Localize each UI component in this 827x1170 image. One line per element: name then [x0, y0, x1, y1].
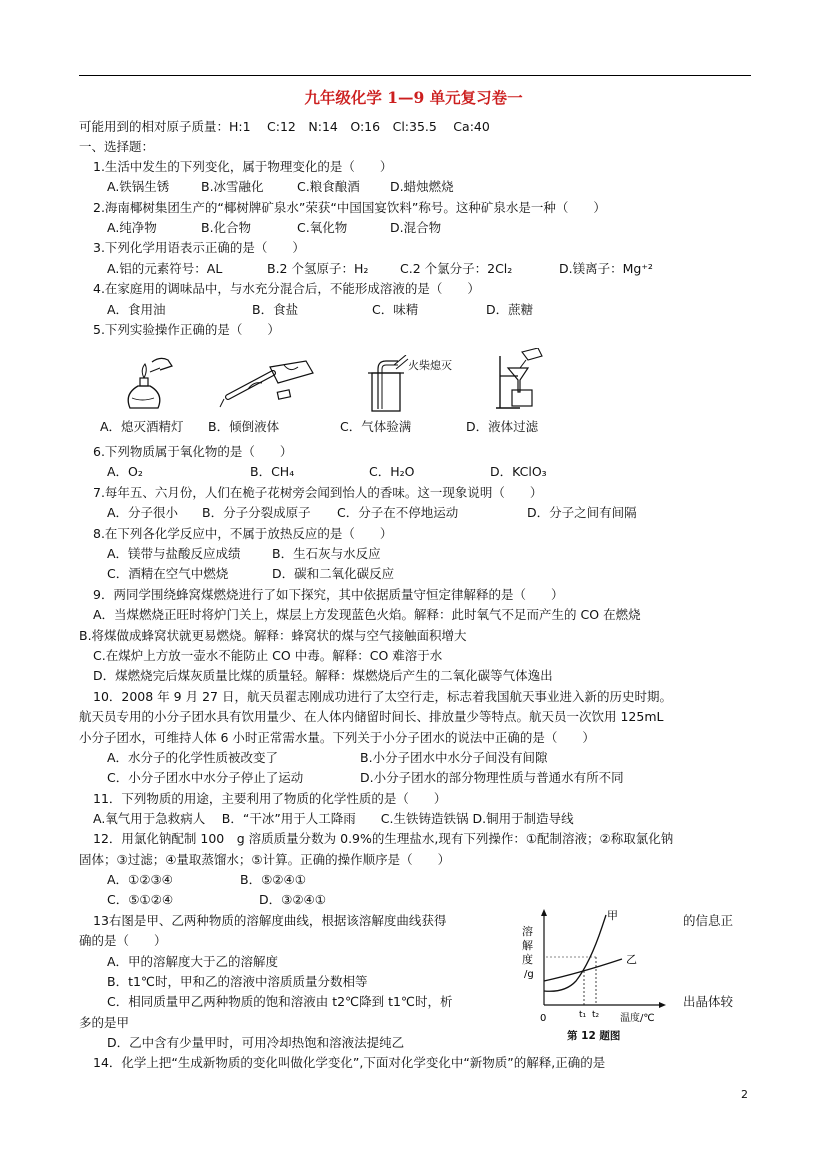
- question-9: 9．两同学围绕蜂窝煤燃烧进行了如下探究，其中依据质量守恒定律解释的是（ ）: [93, 587, 564, 602]
- q3-option-b: B.2 个氢原子：H₂: [267, 261, 369, 276]
- q4-option-b: B．食盐: [252, 302, 299, 317]
- solubility-chart: [520, 905, 675, 1030]
- q10-option-a: A．水分子的化学性质被改变了: [107, 750, 279, 765]
- question-10-line-1: 10．2008 年 9 月 27 日，航天员翟志刚成功进行了太空行走，标志着我国航天事业进入新的历史时期。: [93, 689, 672, 704]
- q6-option-a: A．O₂: [107, 464, 143, 479]
- q5-option-b: B．倾倒液体: [208, 419, 280, 434]
- q8-option-b: B．生石灰与水反应: [272, 546, 381, 561]
- y-axis-label-1: 溶: [522, 925, 533, 938]
- t1-label: t₁: [579, 1010, 587, 1020]
- x-axis-arrow: [659, 1002, 666, 1008]
- q10-option-c: C．小分子团水中水分子停止了运动: [107, 770, 304, 785]
- page-title: 九年级化学 1—9 单元复习卷一: [304, 88, 523, 107]
- q3-option-d: D.镁离子：Mg⁺²: [559, 261, 653, 276]
- y-axis-label-3: 度: [522, 953, 533, 966]
- q12-option-c: C．⑤①②④: [107, 892, 174, 907]
- question-8: 8.在下列各化学反应中，不属于放热反应的是（ ）: [93, 526, 393, 541]
- question-7: 7.每年五、六月份，人们在桅子花树旁会闻到怡人的香味。这一现象说明（ ）: [93, 485, 543, 500]
- q9-option-b: B.将煤做成蜂窝状就更易燃烧。解释：蜂窝状的煤与空气接触面积增大: [79, 628, 467, 643]
- question-5: 5.下列实验操作正确的是（ ）: [93, 322, 280, 337]
- q12-option-a: A．①②③④: [107, 872, 173, 887]
- question-11: 11．下列物质的用途，主要利用了物质的化学性质的是（ ）: [93, 791, 447, 806]
- q1-option-d: D.蜡烛燃烧: [390, 179, 454, 194]
- q7-option-d: D．分子之间有间隔: [527, 505, 637, 520]
- q13-option-c-end: 出晶体较: [683, 994, 734, 1009]
- question-14: 14．化学上把“生成新物质的变化叫做化学变化”,下面对化学变化中“新物质”的解释,正确的是: [93, 1055, 606, 1070]
- question-12-line-2: 固体；③过滤；④量取蒸馏水；⑤计算。正确的操作顺序是（ ）: [79, 852, 451, 867]
- q13-option-c: C．相同质量甲乙两种物质的饱和溶液由 t2℃降到 t1℃时，析: [107, 994, 453, 1009]
- q9-option-a: A．当煤燃烧正旺时将炉门关上，煤层上方发现蓝色火焰。解释：此时氧气不足而产生的 CO 在燃烧: [93, 607, 641, 622]
- q9-option-d: D．煤燃烧完后煤灰质量比煤的质量轻。解释：煤燃烧后产生的二氧化碳等气体逸出: [93, 668, 553, 683]
- q4-option-c: C．味精: [372, 302, 419, 317]
- series-label-yi: 乙: [626, 953, 637, 966]
- figure-gas-test: [358, 355, 418, 415]
- q5-option-a: A．熄灭酒精灯: [100, 419, 184, 434]
- q8-option-a: A．镁带与盐酸反应成绩: [107, 546, 241, 561]
- atomic-masses: 可能用到的相对原子质量：H:1 C:12 N:14 O:16 Cl:35.5 Ca:40: [79, 119, 490, 134]
- question-4: 4.在家庭用的调味品中，与水充分混合后，不能形成溶液的是（ ）: [93, 281, 480, 296]
- q3-option-c: C.2 个氯分子：2Cl₂: [400, 261, 513, 276]
- q6-option-d: D．KClO₃: [490, 464, 547, 479]
- question-2: 2.海南椰树集团生产的“椰树牌矿泉水”荣获“中国国宴饮料”称号。这种矿泉水是一种（ ）: [93, 200, 606, 215]
- question-13-line-1: 13右图是甲、乙两种物质的溶解度曲线，根据该溶解度曲线获得: [93, 913, 447, 928]
- q1-option-b: B.冰雪融化: [201, 179, 264, 194]
- t2-label: t₂: [592, 1010, 600, 1020]
- figure-pour-liquid: [218, 355, 323, 415]
- figure-filtration: [490, 348, 550, 410]
- question-12-line-1: 12．用氯化钠配制 100 g 溶质质量分数为 0.9%的生理盐水,现有下列操作：①配制溶液；②称取氯化钠: [93, 831, 674, 846]
- q7-option-b: B．分子分裂成原子: [202, 505, 311, 520]
- curve-jia: [544, 915, 606, 991]
- q8-option-d: D．碳和二氧化碳反应: [272, 566, 395, 581]
- q2-option-c: C.氧化物: [297, 220, 348, 235]
- q12-option-d: D．③②④①: [259, 892, 326, 907]
- q3-option-a: A.铝的元素符号：AL: [107, 261, 223, 276]
- figure-label-match-out: 火柴熄灭: [408, 359, 452, 372]
- y-axis-arrow: [541, 909, 547, 916]
- y-axis-label-2: 解: [522, 939, 533, 952]
- question-10-line-3: 小分子团水，可维持人体 6 小时正常需水量。下列关于小分子团水的说法中正确的是（ ）: [79, 730, 595, 745]
- q12-option-b: B．⑤②④①: [240, 872, 306, 887]
- q7-option-c: C．分子在不停地运动: [337, 505, 459, 520]
- series-label-jia: 甲: [607, 909, 618, 922]
- origin-label: 0: [540, 1013, 547, 1024]
- q2-option-b: B.化合物: [201, 220, 252, 235]
- page-number: 2: [741, 1088, 748, 1101]
- header-rule: [79, 75, 751, 76]
- question-13-line-2: 确的是（ ）: [79, 933, 167, 948]
- q10-option-b: B.小分子团水中水分子间没有间隙: [360, 750, 548, 765]
- question-1: 1.生活中发生的下列变化，属于物理变化的是（ ）: [93, 159, 393, 174]
- q6-option-b: B．CH₄: [250, 464, 295, 479]
- section-heading: 一、选择题：: [79, 139, 155, 154]
- q13-option-c-cont: 多的是甲: [79, 1015, 130, 1030]
- q10-option-d: D.小分子团水的部分物理性质与普通水有所不同: [360, 770, 624, 785]
- q5-option-d: D．液体过滤: [466, 419, 539, 434]
- q9-option-c: C.在煤炉上方放一壶水不能防止 CO 中毒。解释：CO 难溶于水: [93, 648, 443, 663]
- q13-option-a: A．甲的溶解度大于乙的溶解度: [107, 954, 279, 969]
- q2-option-a: A.纯净物: [107, 220, 157, 235]
- q1-option-a: A.铁锅生锈: [107, 179, 170, 194]
- q7-option-a: A．分子很小: [107, 505, 179, 520]
- question-6: 6.下列物质属于氧化物的是（ ）: [93, 444, 293, 459]
- q4-option-a: A．食用油: [107, 302, 166, 317]
- q4-option-d: D．蔗糖: [486, 302, 534, 317]
- chart-caption: 第 12 题图: [567, 1030, 621, 1042]
- question-3: 3.下列化学用语表示正确的是（ ）: [93, 240, 305, 255]
- question-10-line-2: 航天员专用的小分子团水具有饮用量少、在人体内储留时间长、排放量少等特点。航天员一次饮用 125mL: [79, 709, 664, 724]
- q6-option-c: C．H₂O: [369, 464, 415, 479]
- q11-options: A.氧气用于急救病人 B．“干冰”用于人工降雨 C.生铁铸造铁锅 D.铜用于制造导线: [93, 811, 574, 826]
- question-13-line-1-end: 的信息正: [683, 913, 734, 928]
- q5-option-c: C．气体验满: [340, 419, 412, 434]
- q1-option-c: C.粮食酿酒: [297, 179, 360, 194]
- q2-option-d: D.混合物: [390, 220, 442, 235]
- q8-option-c: C．酒精在空气中燃烧: [107, 566, 229, 581]
- q13-option-d: D．乙中含有少量甲时，可用冷却热饱和溶液法提纯乙: [107, 1035, 405, 1050]
- y-axis-unit: /g: [524, 969, 534, 980]
- q13-option-b: B．t1℃时，甲和乙的溶液中溶质质量分数相等: [107, 974, 368, 989]
- x-axis-label: 温度/℃: [620, 1013, 655, 1024]
- figure-extinguish-lamp: [120, 350, 180, 412]
